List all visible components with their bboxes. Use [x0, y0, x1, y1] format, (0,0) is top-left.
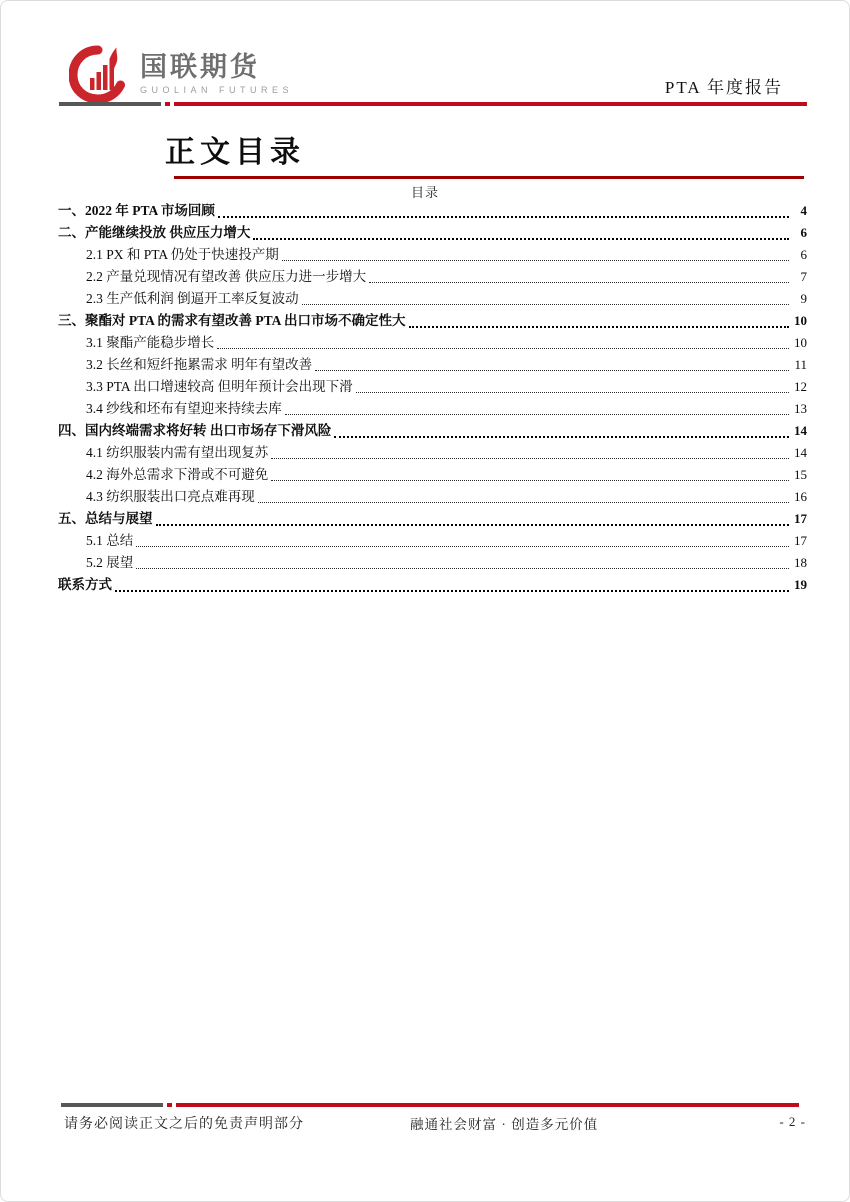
- toc-entry-label: 三、聚酯对 PTA 的需求有望改善 PTA 出口市场不确定性大: [58, 313, 406, 328]
- toc-entry-label: 联系方式: [58, 577, 112, 592]
- toc-entry-label: 3.3 PTA 出口增速较高 但明年预计会出现下滑: [86, 379, 353, 394]
- toc-entry-page-number: 14: [794, 445, 807, 460]
- toc-entry[interactable]: [58, 530, 807, 552]
- toc-entry-page-number: 11: [794, 357, 807, 372]
- company-logo: [69, 45, 293, 103]
- toc-entry-page-number: 18: [794, 555, 807, 570]
- toc-entry-page-number: 14: [794, 423, 807, 438]
- toc-entry-label: 2.3 生产低利润 倒逼开工率反复波动: [86, 291, 299, 306]
- toc-entry[interactable]: [58, 398, 807, 420]
- toc-dot-leader: [218, 216, 789, 218]
- toc-entry-page-number: 10: [794, 313, 807, 328]
- toc-entry[interactable]: [58, 552, 807, 574]
- toc-list: [58, 200, 807, 596]
- toc-entry-label: 5.2 展望: [86, 555, 134, 570]
- toc-entry-label: 4.2 海外总需求下滑或不可避免: [86, 467, 269, 482]
- toc-entry-page-number: 13: [794, 401, 807, 416]
- toc-entry[interactable]: [58, 442, 807, 464]
- footer-page-number: - 2 -: [779, 1114, 806, 1129]
- toc-entry-page-number: 17: [794, 511, 807, 526]
- toc-entry-page-number: 6: [800, 225, 807, 240]
- toc-entry[interactable]: [58, 244, 807, 266]
- toc-dot-leader: [356, 392, 789, 393]
- toc-entry-page-number: 12: [794, 379, 807, 394]
- header-rule: [59, 102, 807, 106]
- toc-entry[interactable]: [58, 376, 807, 398]
- toc-entry[interactable]: [58, 332, 807, 354]
- toc-entry-label: 二、产能继续投放 供应压力增大: [58, 225, 251, 240]
- toc-entry-label: 一、2022 年 PTA 市场回顾: [58, 203, 215, 218]
- toc-dot-leader: [136, 546, 789, 547]
- toc-dot-leader: [253, 238, 789, 240]
- toc-entry[interactable]: [58, 222, 807, 244]
- toc-entry-label: 5.1 总结: [86, 533, 134, 548]
- toc-entry-label: 3.1 聚酯产能稳步增长: [86, 335, 215, 350]
- toc-entry[interactable]: [58, 508, 807, 530]
- report-type-label: PTA 年度报告: [664, 78, 783, 97]
- toc-entry-page-number: 6: [800, 247, 807, 262]
- toc-entry-label: 五、总结与展望: [58, 511, 153, 526]
- toc-entry[interactable]: [58, 574, 807, 596]
- toc-entry[interactable]: [58, 200, 807, 222]
- logo-company-name: 国联期货: [140, 51, 260, 82]
- toc-entry[interactable]: [58, 310, 807, 332]
- toc-dot-leader: [156, 524, 790, 526]
- toc-entry-page-number: 9: [800, 291, 807, 306]
- toc-dot-leader: [271, 458, 789, 459]
- toc-entry-page-number: 4: [800, 203, 807, 218]
- toc-dot-leader: [217, 348, 789, 349]
- toc-entry-page-number: 10: [794, 335, 807, 350]
- toc-entry-label: 2.2 产量兑现情况有望改善 供应压力进一步增大: [86, 269, 367, 284]
- toc-entry-page-number: 19: [794, 577, 807, 592]
- toc-entry[interactable]: [58, 288, 807, 310]
- toc-dot-leader: [315, 370, 789, 371]
- toc-entry-label: 4.1 纺织服装内需有望出现复苏: [86, 445, 269, 460]
- toc-dot-leader: [271, 480, 789, 481]
- guolian-futures-logo-icon: [69, 45, 127, 103]
- toc-dot-leader: [136, 568, 789, 569]
- toc-entry[interactable]: [58, 420, 807, 442]
- footer-slogan: 融通社会财富 · 创造多元价值: [410, 1117, 599, 1132]
- toc-entry-page-number: 16: [794, 489, 807, 504]
- toc-entry[interactable]: [58, 266, 807, 288]
- toc-dot-leader: [409, 326, 789, 328]
- toc-dot-leader: [258, 502, 789, 503]
- toc-dot-leader: [334, 436, 789, 438]
- footer-disclaimer: 请务必阅读正文之后的免责声明部分: [64, 1117, 304, 1132]
- toc-dot-leader: [302, 304, 789, 305]
- logo-company-name-en: GUOLIAN FUTURES: [140, 84, 294, 95]
- toc-title: 正文目录: [165, 136, 305, 169]
- toc-entry[interactable]: [58, 464, 807, 486]
- toc-entry-label: 四、国内终端需求将好转 出口市场存下滑风险: [58, 423, 332, 438]
- toc-title-rule: [174, 176, 804, 179]
- toc-entry-label: 3.4 纱线和坯布有望迎来持续去库: [86, 401, 282, 416]
- toc-dot-leader: [369, 282, 789, 283]
- toc-entry-page-number: 17: [794, 533, 807, 548]
- toc-entry[interactable]: [58, 354, 807, 376]
- toc-entry-page-number: 15: [794, 467, 807, 482]
- toc-subtitle: 目录: [410, 185, 439, 200]
- toc-dot-leader: [115, 590, 789, 592]
- toc-dot-leader: [285, 414, 789, 415]
- toc-entry-label: 4.3 纺织服装出口亮点难再现: [86, 489, 255, 504]
- footer-rule: [61, 1103, 799, 1107]
- toc-entry[interactable]: [58, 486, 807, 508]
- toc-entry-label: 3.2 长丝和短纤拖累需求 明年有望改善: [86, 357, 313, 372]
- toc-dot-leader: [282, 260, 789, 261]
- toc-entry-label: 2.1 PX 和 PTA 仍处于快速投产期: [86, 247, 279, 262]
- toc-entry-page-number: 7: [800, 269, 807, 284]
